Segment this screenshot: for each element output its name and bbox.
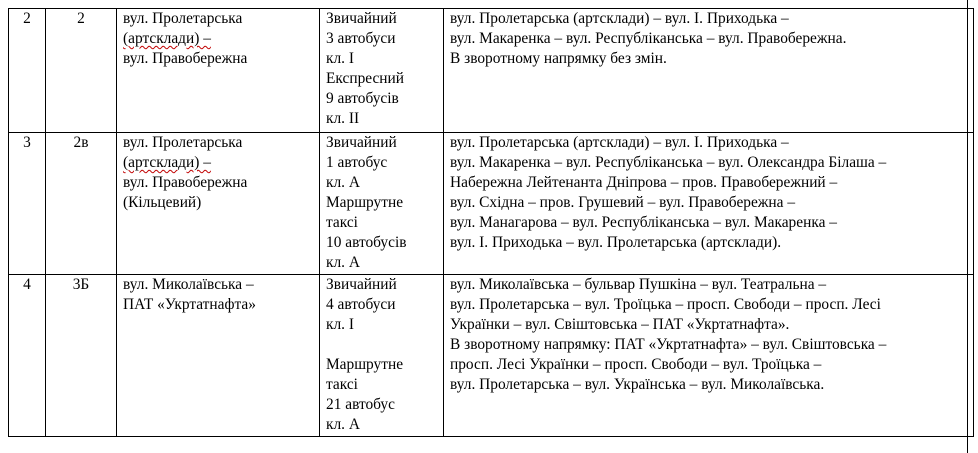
endpoints-line: вул. Правобережна <box>123 50 248 67</box>
route-line: вул. Миколаївська – бульвар Пушкіна – вул. Театральна – <box>450 276 827 293</box>
route-endpoints <box>117 275 320 437</box>
bus-line: таксі <box>326 376 358 393</box>
endpoints-line: (артсклади) – <box>123 30 211 47</box>
route-line: вул. Східна – пров. Грушевий – вул. Правобережна – <box>450 194 796 211</box>
bus-line: Експресний <box>326 70 405 87</box>
endpoints-line: вул. Миколаївська – <box>123 276 254 293</box>
table-row <box>9 133 974 275</box>
endpoints-line: (Кільцевий) <box>123 194 202 211</box>
row-number: 3 <box>9 133 46 275</box>
bus-line: кл. І <box>326 50 354 67</box>
bus-line: Звичайний <box>326 10 397 27</box>
row-number: 4 <box>9 275 46 437</box>
route-line: вул. Манагарова – вул. Республіканська – вул. Макаренка – <box>450 214 837 231</box>
endpoints-line: вул. Правобережна <box>123 174 248 191</box>
route-line: Українки – вул. Свіштовська – ПАТ «Укртатнафта». <box>450 316 790 333</box>
route-line: вул. Пролетарська – вул. Троїцька – просп. Свободи – просп. Лесі <box>450 296 881 313</box>
route-line: вул. Макаренка – вул. Республіканська – вул. Правобережна. <box>450 30 847 47</box>
bus-line: 9 автобусів <box>326 90 399 107</box>
bus-line: Звичайний <box>326 276 397 293</box>
bus-info <box>320 133 444 275</box>
bus-line-blank <box>326 335 437 355</box>
route-code: 2 <box>46 9 117 133</box>
route-path <box>444 9 974 133</box>
route-endpoints <box>117 9 320 133</box>
route-line: В зворотному напрямку: ПАТ «Укртатнафта» – вул. Свіштовська – <box>450 336 887 353</box>
route-line: просп. Лесі Українки – просп. Свободи – вул. Троїцька – <box>450 356 822 373</box>
bus-line: 1 автобус <box>326 154 388 171</box>
route-path <box>444 275 974 437</box>
bus-line: Звичайний <box>326 134 397 151</box>
bus-line: 10 автобусів <box>326 234 407 251</box>
bus-line: таксі <box>326 214 358 231</box>
endpoints-line: ПАТ «Укртатнафта» <box>123 296 256 313</box>
bus-line: Маршрутне <box>326 356 404 373</box>
route-path <box>444 133 974 275</box>
endpoints-line: вул. Пролетарська <box>123 134 243 151</box>
bus-line: кл. А <box>326 254 360 271</box>
route-line: вул. Пролетарська (артсклади) – вул. І. Приходька – <box>450 134 789 151</box>
endpoints-line: (артсклади) – <box>123 154 211 171</box>
route-line: вул. Пролетарська – вул. Українська – вул. Миколаївська. <box>450 376 825 393</box>
bus-line: кл. А <box>326 416 360 433</box>
route-code: 3Б <box>46 275 117 437</box>
route-line: В зворотному напрямку без змін. <box>450 50 667 67</box>
bus-line: кл. ІІ <box>326 110 360 127</box>
endpoints-line: вул. Пролетарська <box>123 10 243 27</box>
bus-line: 4 автобуси <box>326 296 396 313</box>
row-number: 2 <box>9 9 46 133</box>
route-code: 2в <box>46 133 117 275</box>
bus-line: 21 автобус <box>326 396 395 413</box>
table-row <box>9 275 974 437</box>
route-line: Набережна Лейтенанта Дніпрова – пров. Правобережний – <box>450 174 838 191</box>
table-row <box>9 9 974 133</box>
route-line: вул. Макаренка – вул. Республіканська – вул. Олександра Білаша – <box>450 154 887 171</box>
bus-info <box>320 275 444 437</box>
routes-table <box>8 8 974 437</box>
bus-line: кл. А <box>326 174 360 191</box>
bus-line: Маршрутне <box>326 194 404 211</box>
route-line: вул. Пролетарська (артсклади) – вул. І. Приходька – <box>450 10 789 27</box>
page-edge-divider <box>967 0 978 453</box>
bus-info <box>320 9 444 133</box>
route-line: вул. І. Приходька – вул. Пролетарська (артсклади). <box>450 234 782 251</box>
bus-line: 3 автобуси <box>326 30 396 47</box>
route-endpoints <box>117 133 320 275</box>
bus-line: кл. І <box>326 316 354 333</box>
